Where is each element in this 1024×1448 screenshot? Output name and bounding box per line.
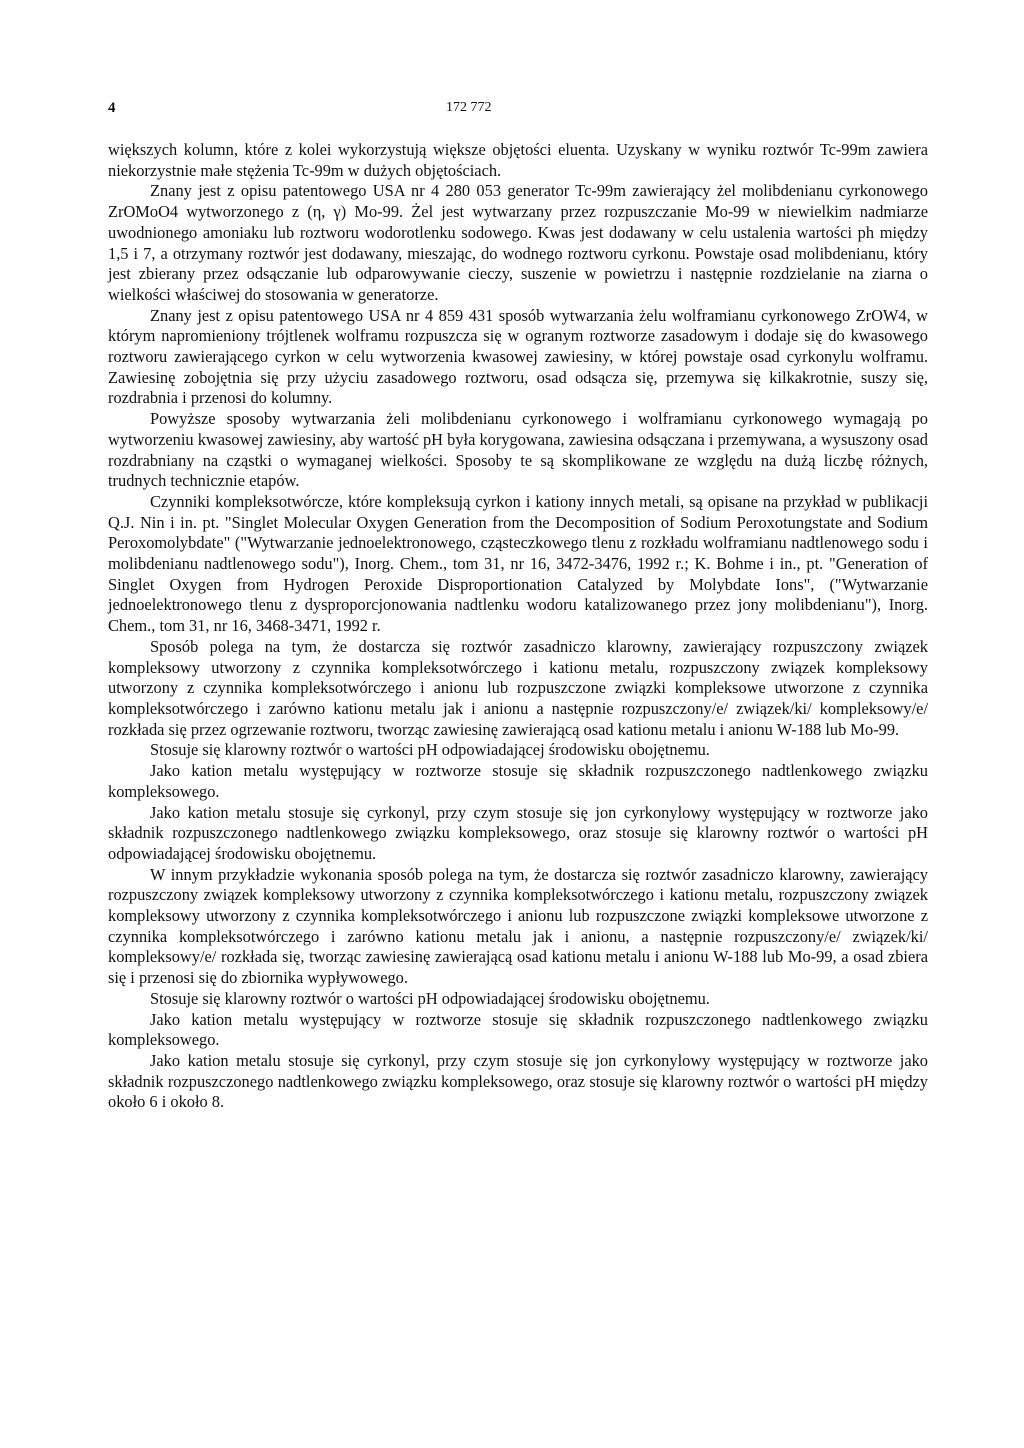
paragraph-1: większych kolumn, które z kolei wykorzystują większe objętości eluenta. Uzyskany w wyniku roztwór Tc-99m zawiera niekorzystnie małe stężenia Tc-99m w dużych objętościach. (108, 140, 928, 180)
paragraph-13: Jako kation metalu stosuje się cyrkonyl, przy czym stosuje się jon cyrkonylowy występujący w roztworze jako składnik rozpuszczonego nadtlenkowego związku kompleksowego, oraz stosuje się klarowny roztwór o wartości pH między około 6 i około 8. (108, 1050, 928, 1112)
paragraph-7: Stosuje się klarowny roztwór o wartości pH odpowiadającej środowisku obojętnemu. (150, 740, 710, 760)
page-number: 4 (108, 100, 116, 116)
paragraph-2: Znany jest z opisu patentowego USA nr 4 280 053 generator Tc-99m zawierający żel molibdenianu cyrkonowego ZrOMoO4 wytworzonego z (η, γ) Mo-99. Żel jest wytwarzany przez rozpuszczanie Mo-99 w niewielkim nadmiarze uwodnionego amoniaku lub roztworu wodorotlenku sodowego. Kwas jest dodawany w celu ustalenia wartości ph między 1,5 i 7, a otrzymany roztwór jest dodawany, mieszając, do wodnego roztworu cyrkonu. Powstaje osad molibdenianu, który jest zbierany przez odsączanie lub odparowywanie cieczy, suszenie w powietrzu i następnie rozdzielanie na ziarna o wielkości właściwej do stosowania w generatorze. (108, 181, 928, 304)
page-header (0, 96, 1024, 120)
paragraph-6: Sposób polega na tym, że dostarcza się roztwór zasadniczo klarowny, zawierający rozpuszczony związek kompleksowy utworzony z czynnika kompleksotwórczego i kationu metalu, rozpuszczony związek kompleksowy utworzony z czynnika kompleksotwórczego i anionu lub rozpuszczone związki kompleksowe utworzone z czynnika kompleksotwórczego i zarówno kationu metalu jak i anionu a następnie rozpuszczony/e/ związek/ki/ kompleksowy/e/ rozkłada się przez ogrzewanie roztworu, tworząc zawiesinę zawierającą osad kationu metalu i anionu W-188 lub Mo-99. (108, 636, 928, 739)
paragraph-11: Stosuje się klarowny roztwór o wartości pH odpowiadającej środowisku obojętnemu. (150, 988, 710, 1008)
paragraph-12: Jako kation metalu występujący w roztworze stosuje się składnik rozpuszczonego nadtlenkowego związku kompleksowego. (108, 1009, 928, 1050)
document-body (108, 140, 928, 1113)
paragraph-4: Powyższe sposoby wytwarzania żeli molibdenianu cyrkonowego i wolframianu cyrkonowego wymagają po wytworzeniu kwasowej zawiesiny, aby wartość pH była korygowana, zawiesina odsączana i przemywana, a wysuszony osad rozdrabniany na cząstki o wymaganej wielkości. Sposoby te są skomplikowane ze względu na dużą liczbę różnych, trudnych technicznie etapów. (108, 409, 928, 491)
paragraph-10: W innym przykładzie wykonania sposób polega na tym, że dostarcza się roztwór zasadniczo klarowny, zawierający rozpuszczony związek kompleksowy utworzony z czynnika kompleksotwórczego i kationu metalu, rozpuszczony związek kompleksowy utworzony z czynnika kompleksotwórczego i anionu lub rozpuszczone związki kompleksowe utworzone z czynnika kompleksotwórczego i zarówno kationu metalu jak i anionu, a następnie rozpuszczony/e/ związek/ki/ kompleksowy/e/ rozkłada się, tworząc zawiesinę zawierającą osad kationu metalu i anionu W-188 lub Mo-99, a osad zbiera się i przenosi się do zbiornika wypływowego. (108, 864, 928, 988)
document-number: 172 772 (446, 100, 492, 115)
paragraph-3: Znany jest z opisu patentowego USA nr 4 859 431 sposób wytwarzania żelu wolframianu cyrkonowego ZrOW4, w którym napromieniony trójtlenek wolframu rozpuszcza się w ogranym roztworze zasadowym i dodaje się do kwasowego roztworu zawierającego cyrkon w celu wytworzenia kwasowej zawiesiny, w której powstaje osad cyrkonylu wolframu. Zawiesinę zobojętnia się przy użyciu zasadowego roztworu, osad odsącza się, przemywa się kilkakrotnie, suszy się, rozdrabnia i przenosi do kolumny. (108, 305, 928, 408)
paragraph-8: Jako kation metalu występujący w roztworze stosuje się składnik rozpuszczonego nadtlenkowego związku kompleksowego. (108, 761, 928, 801)
paragraph-9: Jako kation metalu stosuje się cyrkonyl, przy czym stosuje się jon cyrkonylowy występujący w roztworze jako składnik rozpuszczonego nadtlenkowego związku kompleksowego, oraz stosuje się klarowny roztwór o wartości pH odpowiadającej środowisku obojętnemu. (108, 802, 928, 863)
paragraph-5: Czynniki kompleksotwórcze, które kompleksują cyrkon i kationy innych metali, są opisane na przykład w publikacji Q.J. Nin i in. pt. "Singlet Molecular Oxygen Generation from the Decomposition of Sodium Peroxotungstate and Sodium Peroxomolybdate" ("Wytwarzanie jednoelektronowego, cząsteczkowego tlenu z rozkładu wolframianu nadtlenowego sodu i molibdenianu nadtlenowego sodu"), Inorg. Chem., tom 31, nr 16, 3472-3476, 1992 r.; K. Bohme i in., pt. "Generation of Singlet Oxygen from Hydrogen Peroxide Disproportionation Catalyzed by Molybdate Ions", ("Wytwarzanie jednoelektronowego tlenu z dysproporcjonowania nadtlenku wodoru katalizowanego przez jony molibdenianu"), Inorg. Chem., tom 31, nr 16, 3468-3471, 1992 r. (108, 491, 928, 636)
